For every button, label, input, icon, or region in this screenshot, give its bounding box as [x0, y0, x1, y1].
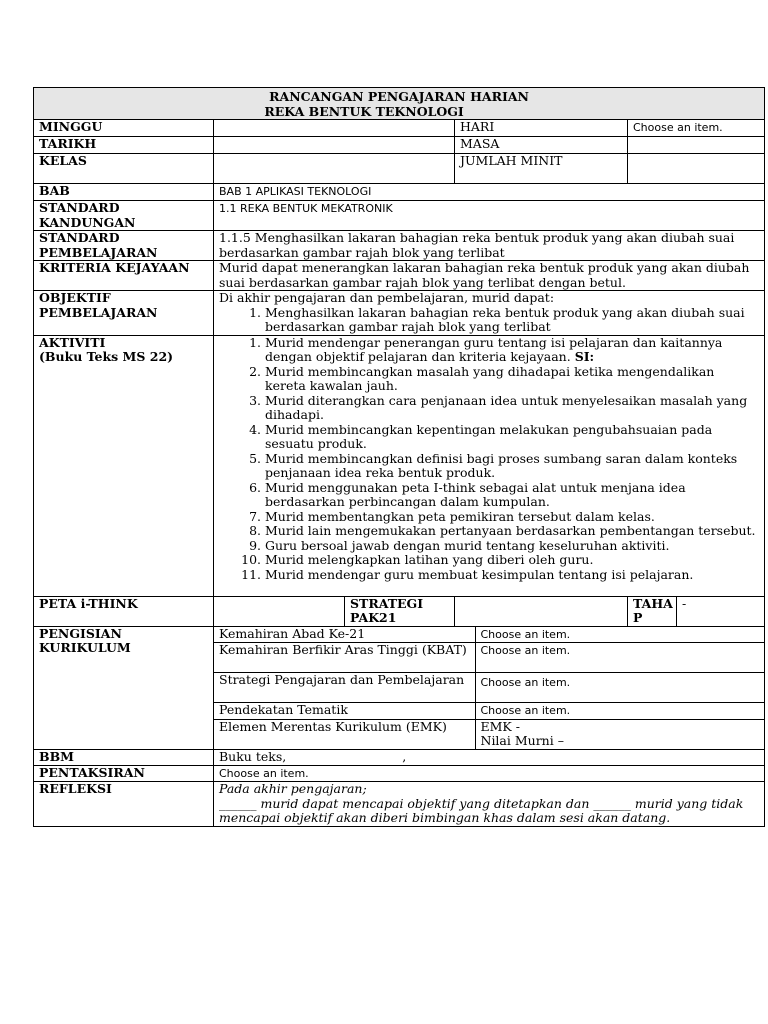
- kurikulum-dropdown[interactable]: Choose an item.: [475, 673, 764, 703]
- bbm-text: Buku teks,: [219, 748, 287, 764]
- value-objektif: [214, 291, 765, 336]
- table-row: [214, 719, 764, 749]
- header-row: [34, 88, 765, 120]
- list-item: 11. Murid mendengar guru membuat kesimpulan tentang isi pelajaran.: [265, 568, 758, 583]
- label-tarikh: TARIKH: [34, 137, 214, 154]
- objektif-list: [219, 306, 758, 335]
- label-pentaksiran: PENTAKSIRAN: [34, 765, 214, 782]
- row-kriteria: [34, 261, 765, 291]
- kurikulum-label: Strategi Pengajaran dan Pembelajaran: [214, 673, 475, 703]
- label-aktiviti: AKTIVITI: [39, 334, 106, 350]
- field-tarikh[interactable]: [214, 137, 455, 154]
- list-item: [265, 336, 758, 365]
- field-minggu[interactable]: [214, 120, 455, 137]
- label-kriteria-kejayaan: KRITERIA KEJAYAAN: [34, 261, 214, 291]
- value-bbm[interactable]: [214, 749, 765, 765]
- kurikulum-table: [214, 627, 764, 749]
- label-minggu: MINGGU: [34, 120, 214, 137]
- kurikulum-label: Kemahiran Abad Ke-21: [214, 627, 475, 643]
- table-row: [214, 627, 764, 643]
- document-subtitle: REKA BENTUK TEKNOLOGI: [264, 104, 464, 119]
- list-item: 8. Murid lain mengemukakan pertanyaan berdasarkan pembentangan tersebut.: [265, 524, 758, 539]
- row-standard-kandungan: [34, 201, 765, 231]
- kurikulum-label: Pendekatan Tematik: [214, 703, 475, 720]
- label-strategi-pak21: STRATEGI PAK21: [345, 596, 455, 626]
- aktiviti-content: [214, 335, 765, 596]
- label-standard-pembelajaran: STANDARD PEMBELAJARAN: [34, 231, 214, 261]
- nilai-murni-field[interactable]: Nilai Murni –: [480, 733, 564, 748]
- kurikulum-dropdown[interactable]: Choose an item.: [475, 627, 764, 643]
- value-standard-pembelajaran: 1.1.5 Menghasilkan lakaran bahagian reka bentuk produk yang akan diubah suai berdasarkan gambar rajah blok yang terlibat: [214, 231, 765, 261]
- refleksi-line-2: ______ murid dapat mencapai objektif yang ditetapkan dan ______ murid yang tidak mencapai objektif akan diberi bimbingan khas dalam sesi akan datang.: [219, 795, 744, 825]
- list-item: 3. Murid diterangkan cara penjanaan idea untuk menyelesaikan masalah yang dihadapi.: [265, 394, 758, 423]
- kurikulum-emk-cell: [475, 719, 764, 749]
- label-kelas: KELAS: [34, 154, 214, 184]
- label-bbm: BBM: [34, 749, 214, 765]
- label-pengisian-kurikulum: PENGISIAN KURIKULUM: [34, 626, 214, 749]
- aktiviti-reference: (Buku Teks MS 22): [39, 349, 174, 364]
- list-item: 7. Murid membentangkan peta pemikiran tersebut dalam kelas.: [265, 510, 758, 525]
- row-standard-pembelajaran: [34, 231, 765, 261]
- document-title: RANCANGAN PENGAJARAN HARIAN: [269, 89, 529, 104]
- kurikulum-dropdown[interactable]: Choose an item.: [475, 703, 764, 720]
- value-bab: BAB 1 APLIKASI TEKNOLOGI: [214, 184, 765, 201]
- label-standard-kandungan: STANDARD KANDUNGAN: [34, 201, 214, 231]
- dropdown-hari[interactable]: Choose an item.: [628, 120, 765, 137]
- kurikulum-dropdown[interactable]: Choose an item.: [475, 643, 764, 673]
- label-objektif: OBJEKTIF PEMBELAJARAN: [34, 291, 214, 336]
- value-kriteria-kejayaan: Murid dapat menerangkan lakaran bahagian reka bentuk produk yang akan diubah suai berdasarkan gambar rajah blok yang terlibat dengan betul.: [214, 261, 765, 291]
- label-hari: HARI: [455, 120, 628, 137]
- row-peta: [34, 596, 765, 626]
- list-item: 4. Murid membincangkan kepentingan melakukan pengubahsuaian pada sesuatu produk.: [265, 423, 758, 452]
- kurikulum-cell: [214, 626, 765, 749]
- row-bbm: [34, 749, 765, 765]
- kurikulum-label: Kemahiran Berfikir Aras Tinggi (KBAT): [214, 643, 475, 673]
- field-masa[interactable]: [628, 137, 765, 154]
- table-row: [214, 703, 764, 720]
- row-minggu: [34, 120, 765, 137]
- dropdown-pentaksiran[interactable]: Choose an item.: [214, 765, 765, 782]
- lesson-plan-sheet: [33, 87, 764, 827]
- list-item: 5. Murid membincangkan definisi bagi proses sumbang saran dalam konteks penjanaan idea reka bentuk produk.: [265, 452, 758, 481]
- header-cell: [34, 88, 765, 120]
- field-jumlah-minit[interactable]: [628, 154, 765, 184]
- value-tahap[interactable]: -: [677, 596, 765, 626]
- label-bab: BAB: [34, 184, 214, 201]
- lesson-plan-table: [33, 87, 765, 827]
- si-label: SI:: [574, 349, 595, 364]
- aktiviti-item-text: Murid mendengar penerangan guru tentang isi pelajaran dan kaitannya dengan objektif pelajaran dan kriteria kejayaan.: [265, 334, 723, 364]
- label-tahap: TAHA P: [628, 596, 677, 626]
- objektif-intro: Di akhir pengajaran dan pembelajaran, murid dapat:: [219, 290, 555, 305]
- row-aktiviti: [34, 335, 765, 596]
- list-item: 9. Guru bersoal jawab dengan murid tentang keseluruhan aktiviti.: [265, 539, 758, 554]
- emk-field[interactable]: EMK -: [480, 718, 520, 734]
- list-item: 6. Murid menggunakan peta I-think sebagai alat untuk menjana idea berdasarkan perbincangan dalam kumpulan.: [265, 481, 758, 510]
- label-jumlah-minit: JUMLAH MINIT: [455, 154, 628, 184]
- label-masa: MASA: [455, 137, 628, 154]
- value-refleksi[interactable]: [214, 782, 765, 827]
- row-pengisian: [34, 626, 765, 749]
- value-standard-kandungan: 1.1 REKA BENTUK MEKATRONIK: [214, 201, 765, 231]
- table-row: [214, 643, 764, 673]
- row-refleksi: [34, 782, 765, 827]
- aktiviti-list: [219, 336, 758, 583]
- bbm-comma: ,: [402, 748, 407, 764]
- kurikulum-label: Elemen Merentas Kurikulum (EMK): [214, 719, 475, 749]
- field-kelas[interactable]: [214, 154, 455, 184]
- list-item: 1. Menghasilkan lakaran bahagian reka bentuk produk yang akan diubah suai berdasarkan gambar rajah blok yang terlibat: [265, 306, 758, 335]
- list-item: 2. Murid membincangkan masalah yang dihadapai ketika mengendalikan kereta kawalan jauh.: [265, 365, 758, 394]
- refleksi-line-1: Pada akhir pengajaran;: [219, 781, 367, 796]
- row-tarikh: [34, 137, 765, 154]
- list-item: 10. Murid melengkapkan latihan yang diberi oleh guru.: [265, 553, 758, 568]
- label-refleksi: REFLEKSI: [34, 782, 214, 827]
- row-pentaksiran: [34, 765, 765, 782]
- field-peta-ithink[interactable]: [214, 596, 345, 626]
- table-row: [214, 673, 764, 703]
- field-strategi-pak21[interactable]: [455, 596, 628, 626]
- label-aktiviti-cell: [34, 335, 214, 596]
- row-kelas: [34, 154, 765, 184]
- row-objektif: [34, 291, 765, 336]
- label-peta-ithink: PETA i-THINK: [34, 596, 214, 626]
- row-bab: [34, 184, 765, 201]
